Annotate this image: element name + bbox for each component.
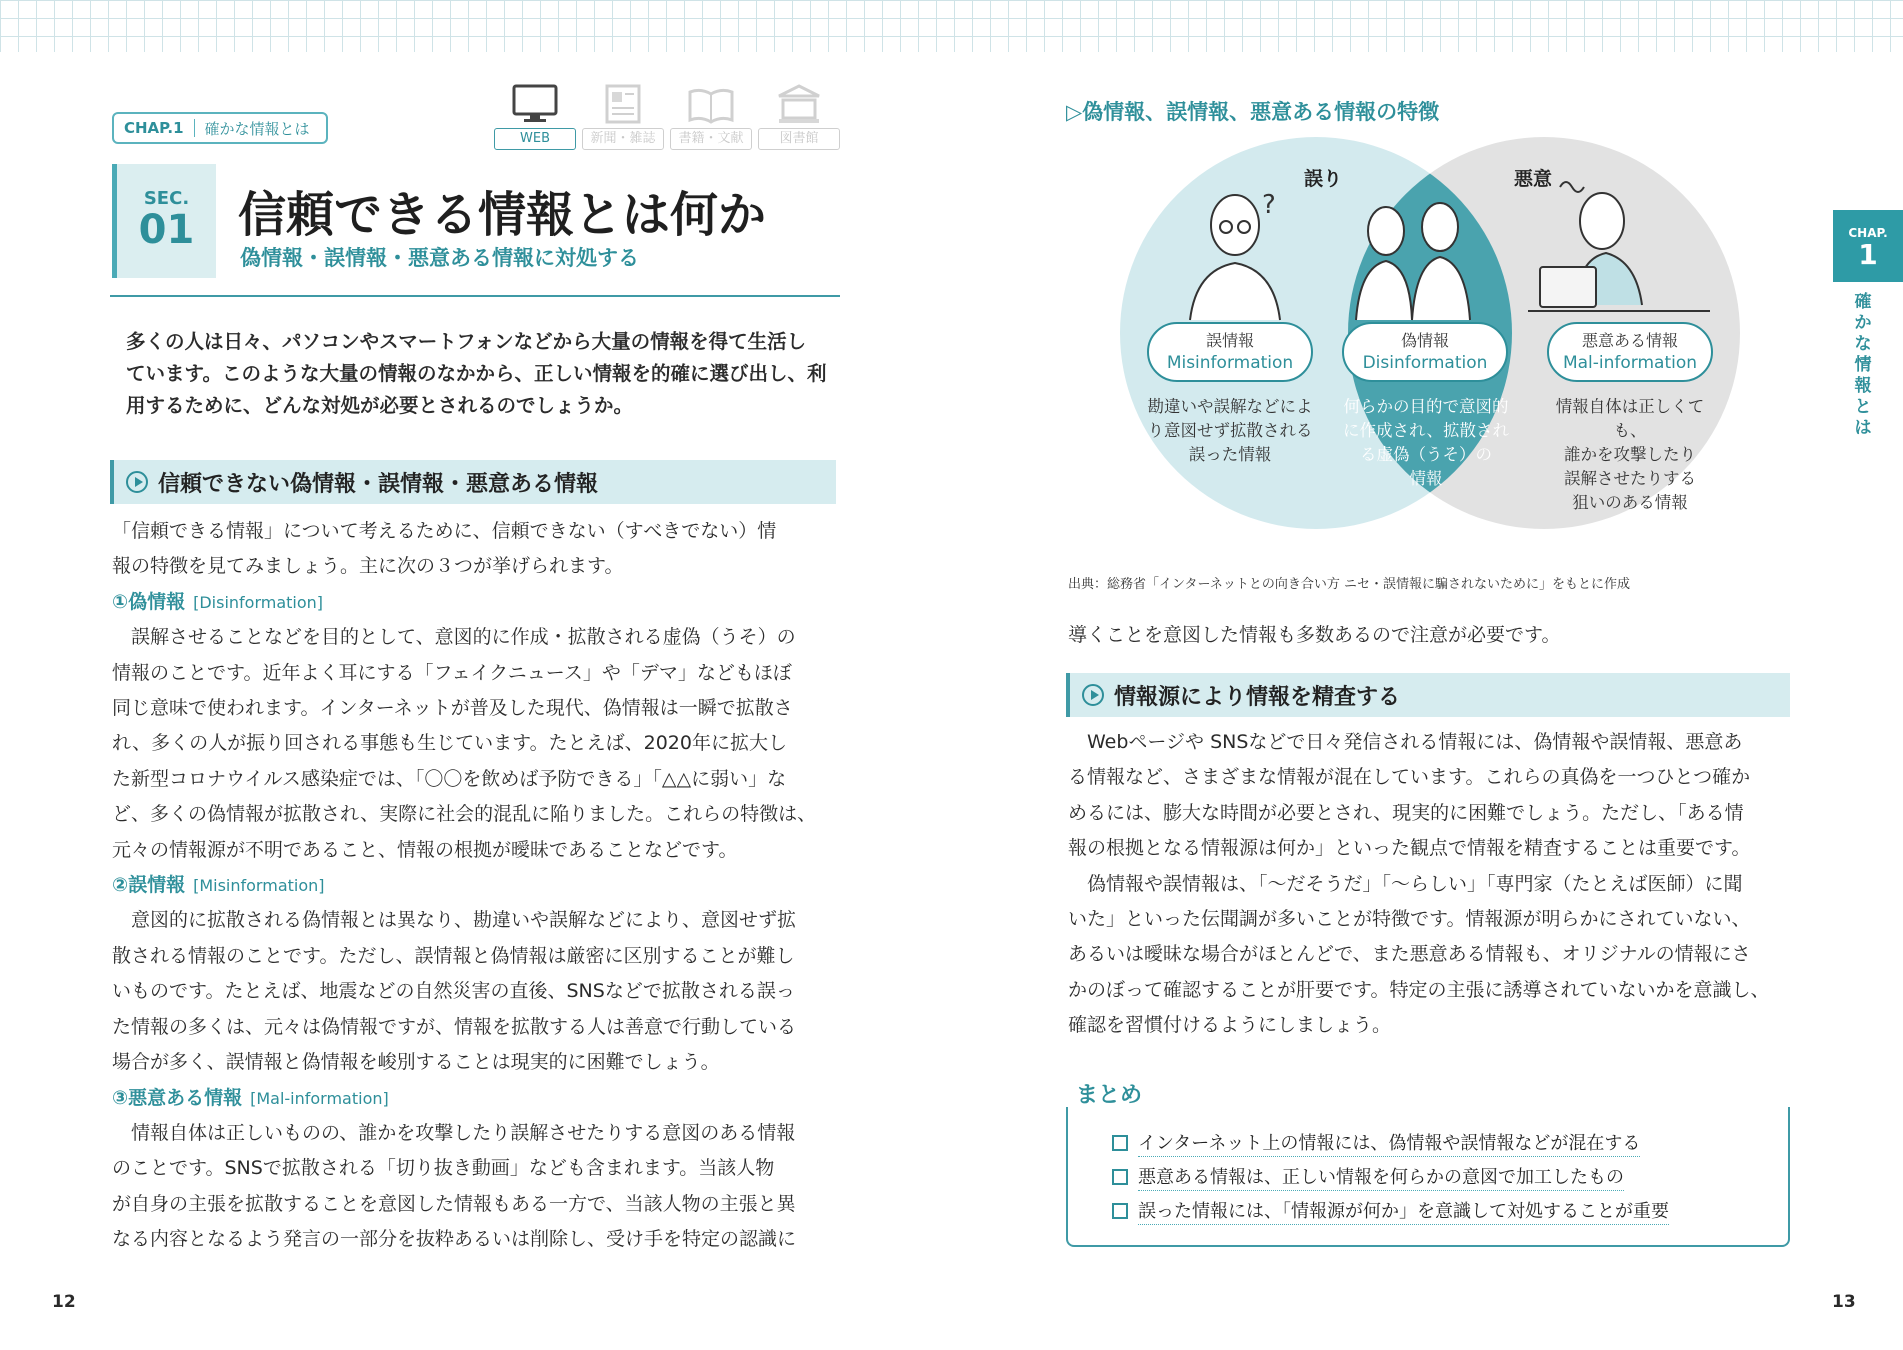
desc-line: 誰かを攻撃したり	[1564, 445, 1696, 464]
body-line: が自身の主張を拡散することを意図した情報もある一方で、当該人物の主張と異	[112, 1192, 796, 1215]
body-line: 情報自体は正しいものの、誰かを攻撃したり誤解させたりする意図のある情報	[112, 1121, 796, 1144]
body-line: のことです。SNSで拡散される「切り抜き動画」なども含まれます。当該人物	[112, 1157, 775, 1180]
summary-item: 悪意ある情報は、正しい情報を何らかの意図で加工したもの	[1138, 1163, 1624, 1191]
pill-misinformation	[1147, 322, 1313, 382]
body-line: ど、多くの偽情報が拡散され、実際に社会的混乱に陥りました。これらの特徴は、	[112, 803, 817, 826]
body-line: た新型コロナウイルス感染症では、「〇〇を飲めば予防できる」「△△に弱い」な	[112, 767, 787, 790]
body-line: る情報など、さまざまな情報が混在しています。これらの真偽を一つひとつ確か	[1068, 766, 1751, 789]
term-misinformation	[112, 868, 816, 903]
pill-jp: 誤情報	[1205, 331, 1254, 350]
desc-line: る虚偽（うそ）の	[1360, 445, 1492, 464]
section-heading-text: 信頼できない偽情報・誤情報・悪意ある情報	[158, 471, 599, 497]
pill-en: Misinformation	[1166, 353, 1294, 373]
desc-malinformation	[1540, 395, 1720, 515]
play-circle-icon	[1082, 684, 1104, 706]
media-web	[494, 80, 576, 150]
side-tab-chap: CHAP.	[1848, 226, 1888, 240]
pill-malinformation	[1547, 322, 1713, 382]
desc-line: り意図せず拡散される	[1147, 421, 1313, 440]
body-line: いものです。たとえば、地震などの自然災害の直後、SNSなどで拡散される誤っ	[112, 980, 795, 1003]
venn-label-malice: 悪意	[1514, 168, 1553, 190]
library-icon	[777, 84, 821, 124]
pill-en: Mal-information	[1562, 353, 1698, 373]
continued-text	[1068, 618, 1560, 653]
body-line: いた」といった伝聞調が多いことが特徴です。情報源が明らかにされていない、	[1068, 908, 1751, 931]
term-en: [Disinformation]	[193, 592, 324, 612]
body-line: 報の特徴を見てみましょう。主に次の３つが挙げられます。	[112, 555, 624, 578]
section-heading-untrusted	[110, 460, 836, 504]
desc-line: 情報	[1409, 469, 1443, 488]
body-line: れ、多くの人が振り回される事態も生じています。たとえば、2020年に拡大し	[112, 732, 787, 755]
pill-jp: 悪意ある情報	[1581, 331, 1678, 350]
media-book-label: 書籍・文献	[670, 128, 752, 150]
desc-line: 何らかの目的で意図的	[1343, 397, 1509, 416]
checkbox-icon	[1112, 1203, 1128, 1219]
body-line: あるいは曖昧な場合がほとんどで、また悪意ある情報も、オリジナルの情報にさ	[1068, 943, 1751, 966]
summary-item: インターネット上の情報には、偽情報や誤情報などが混在する	[1138, 1129, 1640, 1157]
page-subtitle: 偽情報・誤情報・悪意ある情報に対処する	[240, 246, 639, 270]
body-left	[112, 514, 816, 1258]
intro-line: 多くの人は日々、パソコンやスマートフォンなどから大量の情報を得て生活し	[126, 330, 807, 353]
section-heading-text: 情報源により情報を精査する	[1114, 684, 1401, 710]
desc-misinformation	[1140, 395, 1320, 467]
body-line: 「信頼できる情報」について考えるために、信頼できない（すべきでない）情	[112, 520, 777, 542]
pill-disinformation	[1342, 322, 1508, 382]
page-number-left: 12	[52, 1292, 76, 1312]
page-number-right: 13	[1832, 1292, 1856, 1312]
intro-text	[126, 326, 831, 422]
body-line: 確認を習慣付けるようにしましょう。	[1068, 1014, 1392, 1037]
media-library	[758, 80, 840, 150]
body-line: 偽情報や誤情報は、「〜だそうだ」「〜らしい」「専門家（たとえば医師）に聞	[1068, 872, 1743, 895]
body-line: かのぼって確認することが肝要です。特定の主張に誘導されていないかを意識し、	[1068, 978, 1770, 1001]
venn-title-text: 偽情報、誤情報、悪意ある情報の特徴	[1082, 100, 1440, 124]
checkbox-icon	[1112, 1169, 1128, 1185]
term-jp: ②誤情報	[112, 874, 186, 897]
play-circle-icon	[126, 471, 148, 493]
venn-label-error: 誤り	[1304, 168, 1343, 190]
body-line: 意図的に拡散される偽情報とは異なり、勘違いや誤解などにより、意図せず拡	[112, 909, 797, 932]
intro-line: 用するために、どんな対処が必要とされるのでしょうか。	[126, 394, 634, 417]
summary-title: まとめ	[1076, 1083, 1143, 1108]
section-label: SEC.	[143, 188, 190, 209]
desc-line: 誤った情報	[1188, 445, 1272, 464]
section-heading-source	[1066, 673, 1790, 717]
venn-title	[1066, 96, 1439, 126]
media-library-label: 図書館	[758, 128, 840, 150]
side-tab-num: 1	[1858, 238, 1878, 271]
chapter-tag	[112, 112, 328, 144]
desc-disinformation	[1336, 395, 1516, 491]
media-web-label: WEB	[494, 128, 576, 150]
body-line: 同じ意味で使われます。インターネットが普及した現代、偽情報は一瞬で拡散さ	[112, 697, 793, 720]
desc-line: 狙いのある情報	[1572, 493, 1688, 512]
pill-en: Disinformation	[1362, 353, 1488, 373]
chapter-side-tab	[1833, 210, 1903, 282]
newspaper-icon	[603, 84, 643, 124]
section-badge	[112, 164, 216, 278]
body-line: 誤解させることなどを目的として、意図的に作成・拡散される虚偽（うそ）の	[112, 626, 796, 649]
triangle-play-icon: ▷	[1066, 100, 1083, 124]
title-divider	[110, 295, 840, 297]
body-line: なる内容となるよう発言の一部分を抜粋あるいは削除し、受け手を特定の認識に	[112, 1228, 797, 1251]
body-line: 場合が多く、誤情報と偽情報を峻別することは現実的に困難でしょう。	[112, 1051, 720, 1074]
body-line: Webページや SNSなどで日々発信される情報には、偽情報や誤情報、悪意あ	[1068, 731, 1743, 753]
media-book	[670, 80, 752, 150]
media-newspaper-label: 新聞・雑誌	[582, 128, 664, 150]
body-line: た情報の多くは、元々は偽情報ですが、情報を拡散する人は善意で行動している	[112, 1015, 797, 1038]
chapter-tag-title: 確かな情報とは	[204, 119, 310, 138]
term-jp: ①偽情報	[112, 590, 186, 613]
media-newspaper	[582, 80, 664, 150]
term-jp: ③悪意ある情報	[112, 1086, 243, 1109]
body-line: 導くことを意図した情報も多数あるので注意が必要です。	[1068, 624, 1561, 646]
term-disinformation	[112, 585, 816, 620]
checkbox-icon	[1112, 1135, 1128, 1151]
desc-line: 誤解させたりする	[1564, 469, 1696, 488]
body-line: 報の根拠となる情報源は何か」といった観点で情報を精査することは重要です。	[1068, 837, 1751, 860]
desc-line: 情報自体は正しくても、	[1555, 397, 1705, 440]
desc-line: 勘違いや誤解などによ	[1147, 397, 1313, 416]
pill-jp: 偽情報	[1400, 331, 1449, 350]
term-en: [Mal-information]	[250, 1088, 389, 1108]
body-line: 情報のことです。近年よく耳にする「フェイクニュース」や「デマ」などもほぼ	[112, 661, 792, 684]
body-line: 散される情報のことです。ただし、誤情報と偽情報は厳密に区別することが難し	[112, 944, 795, 967]
book-icon	[687, 88, 735, 124]
intro-line: ています。このような大量の情報のなかから、正しい情報を的確に選び出し、利	[126, 362, 827, 385]
svg-text:?: ?	[1262, 190, 1276, 220]
term-malinformation	[112, 1081, 816, 1116]
summary-item: 誤った情報には、「情報源が何か」を意識して対処することが重要	[1138, 1197, 1669, 1225]
section-number: 01	[138, 207, 195, 253]
source-note: 出典：総務省「インターネットとの向き合い方 ニセ・誤情報に騙されないために」をもとに作成	[1068, 577, 1630, 592]
side-tab-vertical-title: 確かな情報とは	[1854, 292, 1872, 438]
grid-header	[0, 0, 1903, 52]
body-line: 元々の情報源が不明であること、情報の根拠が曖昧であることなどです。	[112, 838, 738, 861]
desc-line: に作成され、拡散され	[1343, 421, 1509, 440]
body-right	[1068, 725, 1769, 1044]
body-line: めるには、膨大な時間が必要とされ、現実的に困難でしょう。ただし、「ある情	[1068, 801, 1744, 824]
term-en: [Misinformation]	[193, 876, 325, 896]
page-title: 信頼できる情報とは何か	[238, 187, 767, 243]
monitor-icon	[512, 84, 558, 124]
chapter-tag-chap: CHAP.1	[114, 119, 195, 137]
